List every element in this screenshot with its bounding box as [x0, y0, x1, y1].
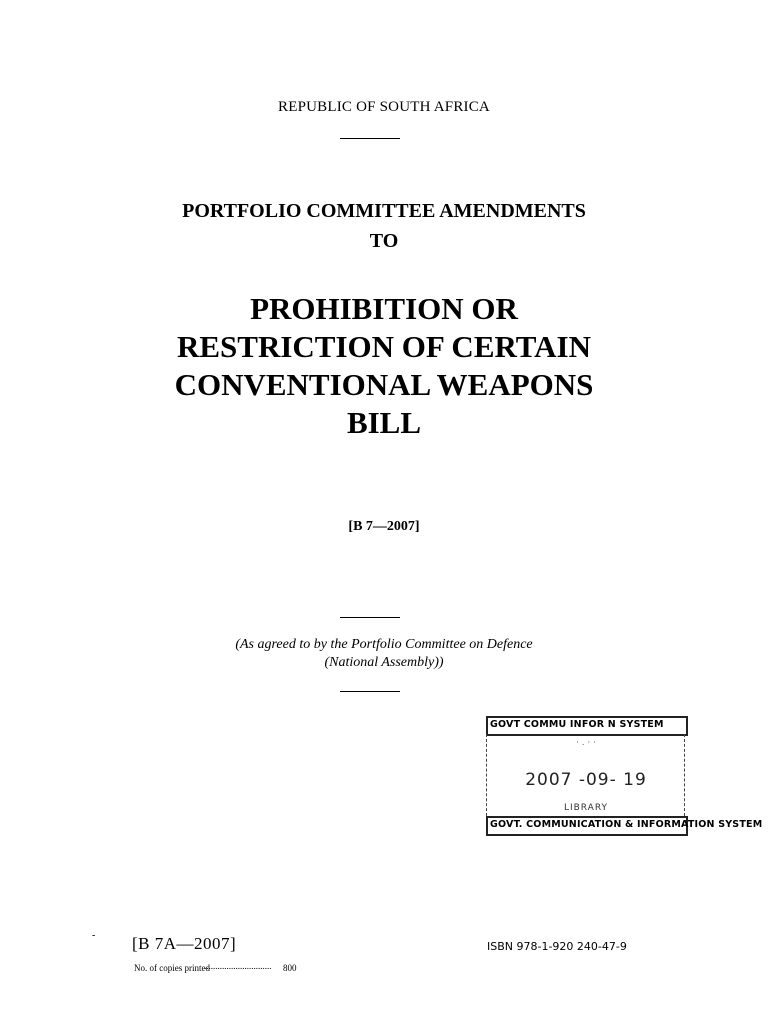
agreed-note-line-2: (National Assembly)) — [324, 655, 444, 670]
isbn-number: ISBN 978-1-920 240-47-9 — [487, 940, 627, 953]
stamp-bottom-text: GOVT. COMMUNICATION & INFORMATION SYSTEM — [490, 819, 763, 830]
agreed-note-line-1: (As agreed to by the Portfolio Committee on Defence — [235, 637, 533, 652]
bill-title-line-1: PROHIBITION OR — [250, 291, 518, 326]
divider-rule — [340, 617, 400, 618]
country-heading: REPUBLIC OF SOUTH AFRICA — [278, 99, 490, 115]
footer-mark: - — [92, 930, 96, 941]
stamp-smudge: · . · · — [575, 738, 597, 748]
library-received-stamp — [486, 716, 763, 834]
divider-rule — [340, 691, 400, 692]
stamp-library-label: LIBRARY — [563, 803, 609, 813]
bill-number: [B 7—2007] — [348, 519, 420, 534]
amendments-heading: PORTFOLIO COMMITTEE AMENDMENTS — [182, 200, 586, 222]
copies-printed-label: No. of copies printed — [134, 963, 210, 973]
divider-rule — [340, 138, 400, 139]
copies-printed-leader: .............................. — [204, 961, 272, 971]
stamp-date: 2007 -09- 19 — [525, 770, 647, 790]
footer-bill-number: [B 7A—2007] — [132, 934, 237, 953]
bill-title-line-2: RESTRICTION OF CERTAIN — [176, 329, 592, 364]
copies-printed-value: 800 — [283, 963, 297, 973]
stamp-top-text: GOVT COMMU INFOR N SYSTEM — [490, 719, 664, 730]
bill-title-line-4: BILL — [346, 405, 422, 440]
amendments-heading-to: TO — [369, 230, 399, 252]
bill-title-line-3: CONVENTIONAL WEAPONS — [174, 367, 594, 402]
